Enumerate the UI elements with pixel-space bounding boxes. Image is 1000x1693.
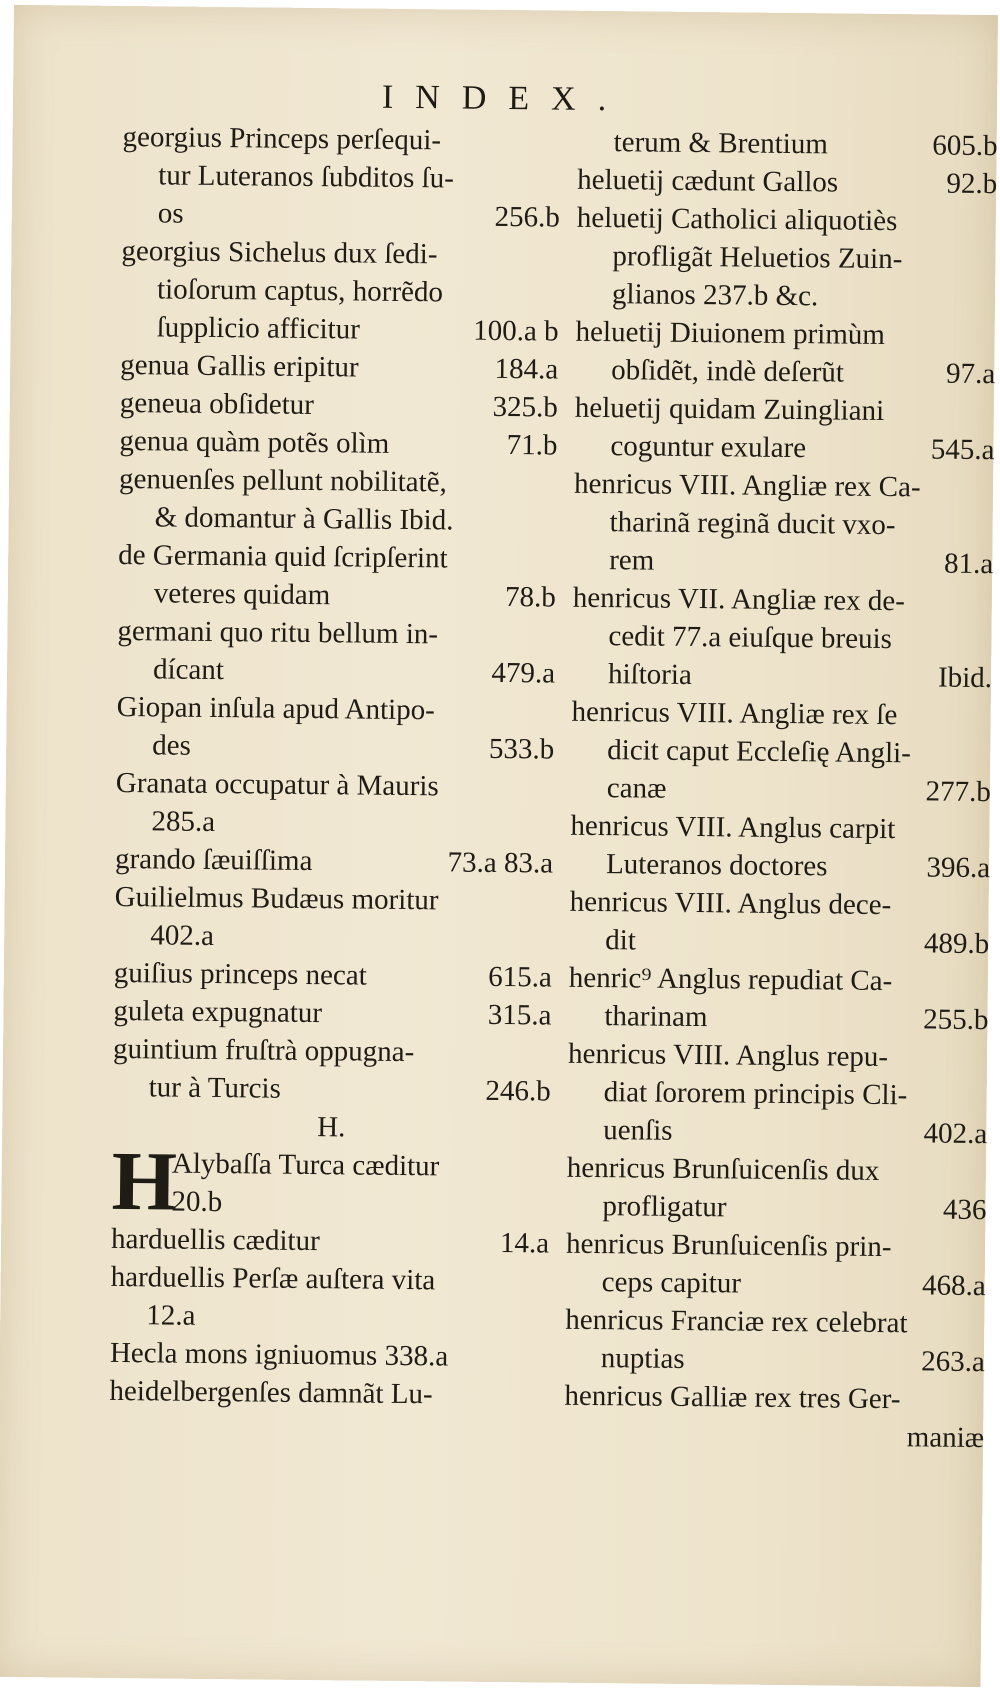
entry-text: 285.a [151, 805, 216, 838]
entry-line [113, 1030, 551, 1073]
entry-text: heidelbergenſes damnãt Lu- [109, 1374, 433, 1411]
entry-text: henricus VIII. Angliæ rex Ca- [573, 467, 921, 504]
entry-text: maniæ [906, 1421, 985, 1455]
entry-line [171, 1183, 549, 1225]
index-entry [570, 807, 991, 887]
entry-spacer [224, 679, 492, 682]
page-reference: 325.b [492, 390, 559, 424]
entry-text: uenſis [603, 1114, 673, 1147]
entry-text: dícant [152, 653, 225, 687]
right-column [564, 123, 998, 1457]
entry-text: tharinam [604, 1000, 708, 1034]
index-entry [576, 199, 997, 317]
entry-text: Granata occupatur à Mauris [115, 766, 439, 803]
entry-spacer [359, 376, 495, 377]
entry-text: heluetij quidam Zuingliani [574, 391, 885, 427]
entry-line [110, 1296, 548, 1339]
index-entry [113, 992, 551, 1035]
entry-text: henricus VIII. Anglus repu- [567, 1037, 889, 1074]
entry-spacer [330, 604, 505, 606]
entry-line [567, 1073, 987, 1115]
page-reference: 277.b [925, 775, 992, 809]
index-entry [122, 118, 561, 237]
index-entry [119, 422, 557, 465]
entry-line [566, 1225, 986, 1267]
entry-line [569, 921, 989, 963]
entry-spacer [692, 684, 938, 687]
entry-text: geneua obſidetur [119, 386, 315, 422]
entry-line [572, 617, 992, 659]
entry-line [116, 688, 554, 731]
entry-text: henricus VII. Angliæ rex de- [572, 581, 906, 618]
entry-text: profligãt Heluetios Zuin- [612, 240, 903, 276]
entry-line [570, 845, 990, 887]
entry-text: diat ſororem principis Cli- [603, 1076, 908, 1112]
entry-line [121, 270, 559, 313]
entry-text: georgius Sichelus dux ſedi- [121, 234, 438, 271]
entry-line [564, 1415, 984, 1457]
entry-line [116, 764, 554, 807]
index-entry [115, 840, 553, 883]
entry-text: henricus VIII. Anglus carpit [570, 809, 896, 846]
index-entry [566, 1149, 987, 1229]
entry-line [119, 460, 557, 503]
entry-text: heluetij Diuionem primùm [575, 315, 886, 351]
index-entry [118, 536, 557, 617]
entry-line [118, 498, 556, 541]
entry-line [571, 731, 991, 773]
index-entry [565, 1301, 986, 1381]
entry-line [567, 1149, 987, 1191]
entry-text: heluetij Catholici aliquotiès [576, 201, 898, 238]
entry-line [110, 1334, 548, 1377]
entry-spacer [838, 191, 946, 192]
entry-spacer [806, 457, 931, 458]
entry-line [111, 1258, 549, 1301]
entry-spacer [685, 1368, 922, 1370]
entry-text: profligatur [602, 1190, 727, 1224]
entry-text: germani quo ritu bellum in- [117, 614, 439, 651]
page-reference: 100.a b [473, 314, 559, 348]
entry-text: heluetij cædunt Gallos [577, 163, 839, 199]
entry-spacer [320, 1250, 500, 1252]
index-entry [120, 346, 558, 389]
entry-text: Giopan inſula apud Antipo- [116, 690, 435, 727]
entry-line [121, 232, 559, 275]
entry-spacer [844, 382, 946, 383]
entry-text: glianos 237.b &c. [611, 278, 819, 313]
index-entry [574, 389, 995, 469]
entry-line [568, 997, 988, 1039]
entry-text: de Germania quid ſcripſerint [118, 538, 448, 575]
entry-line [117, 612, 555, 655]
entry-spacer [312, 870, 447, 871]
entry-line [172, 1145, 550, 1187]
page-reference: 605.b [932, 129, 998, 163]
entry-text: tharinã reginã ducit vxo- [609, 506, 896, 542]
page-reference: 615.a [488, 960, 553, 994]
entry-line [576, 275, 996, 317]
entry-line [120, 308, 558, 351]
entry-line [573, 541, 993, 583]
entry-line [566, 1187, 986, 1229]
entry-line [109, 1372, 547, 1415]
index-entry [110, 1258, 549, 1339]
entry-line [570, 807, 990, 849]
entry-text: henricus VIII. Anglus dece- [569, 885, 892, 922]
entry-spacer [654, 570, 944, 573]
entry-spacer [828, 153, 932, 154]
entry-text: guleta expugnatur [113, 994, 323, 1030]
entry-spacer [281, 1098, 486, 1100]
entry-line [576, 237, 996, 279]
index-entry [114, 878, 553, 959]
index-entry [568, 959, 989, 1039]
drop-capital: H [111, 1134, 178, 1229]
index-entry [565, 1225, 986, 1305]
entry-text: hiſtoria [607, 658, 692, 691]
page-reference: 20.b [171, 1185, 223, 1219]
entry-text: genua Gallis eripitur [120, 348, 359, 384]
entry-text: georgius Princeps perſequi- [122, 120, 442, 157]
entry-line [568, 1035, 988, 1077]
entry-text: genuenſes pellunt nobilitatẽ, [118, 462, 447, 499]
page-reference: 489.b [923, 927, 990, 961]
entry-text: henricus VIII. Angliæ rex ſe [571, 695, 898, 732]
page-reference: 14.a [499, 1227, 550, 1260]
entry-line [571, 693, 991, 735]
index-entry [572, 579, 993, 697]
entry-line [114, 954, 552, 997]
page-reference: 436 [942, 1193, 987, 1227]
entry-text: grando ſæuiſſima [114, 842, 313, 878]
entry-line [113, 992, 551, 1035]
page-reference: 256.b [494, 200, 560, 234]
page-reference: 545.a [930, 433, 995, 467]
entry-line [572, 655, 992, 697]
entry-line [120, 384, 558, 427]
page-reference: 184.a [494, 352, 559, 386]
entry-line [122, 118, 560, 161]
index-entry [113, 1030, 552, 1111]
entry-spacer [672, 1140, 923, 1143]
entry-text: Alybaſſa Turca cæditur [171, 1147, 440, 1183]
entry-line [115, 802, 553, 845]
entry-spacer [322, 1022, 488, 1024]
entry-text: henricus Franciæ rex celebrat [565, 1303, 908, 1340]
entry-line [118, 574, 556, 617]
page-reference: 92.b [946, 167, 998, 201]
entry-line [565, 1339, 985, 1381]
entry-line [113, 1068, 551, 1111]
page-reference: 533.b [488, 732, 555, 766]
entry-text: guintium fruſtrà oppugna- [112, 1032, 415, 1069]
book-page [0, 5, 998, 1687]
index-entry [109, 1372, 547, 1415]
entry-text: ceps capitur [601, 1266, 742, 1300]
entry-text: Hecla mons igniuomus 338.a [109, 1336, 449, 1373]
entry-text: harduellis Perſæ auſtera vita [110, 1260, 436, 1297]
entry-line [118, 536, 556, 579]
page-reference: 255.b [923, 1003, 989, 1037]
entry-spacer [191, 755, 489, 758]
entry-text: nuptias [600, 1342, 685, 1375]
page-reference: 78.b [504, 581, 557, 614]
entry-text: guiſius princeps necat [113, 956, 367, 992]
entry-line [575, 351, 995, 393]
entry-text: tur Luteranos ſubditos ſu- [158, 159, 454, 195]
entry-text: ſupplicio afficitur [156, 311, 361, 346]
index-entry [111, 1220, 549, 1263]
page-reference: 263.a [921, 1345, 986, 1379]
entry-spacer [360, 338, 473, 339]
entry-text: & domantur à Gallis Ibid. [154, 501, 454, 537]
index-entry [110, 1334, 548, 1377]
entry-line [567, 1111, 987, 1153]
page-reference: 73.a 83.a [447, 846, 554, 880]
entry-text: obſidẽt, indè deſerũt [611, 354, 845, 389]
entry-text: tioſorum captus, horrẽdo [156, 273, 444, 309]
entry-text: 402.a [150, 919, 215, 952]
index-entry [577, 161, 997, 203]
index-entry [573, 465, 994, 583]
entry-text: henricus Brunſuicenſis prin- [565, 1227, 892, 1264]
dropcap-entry [111, 1134, 550, 1229]
entry-text: henricus Brunſuicenſis dux [566, 1151, 880, 1187]
entry-spacer [367, 985, 488, 986]
page-reference: 402.a [923, 1117, 988, 1151]
entry-text: Guilielmus Budæus moritur [114, 880, 439, 917]
index-entry [115, 764, 554, 845]
index-entry [120, 232, 559, 351]
entry-line [575, 389, 995, 431]
page-reference: 315.a [487, 998, 552, 1032]
entry-line [565, 1301, 985, 1343]
index-entry [116, 688, 555, 769]
entry-line [115, 840, 553, 883]
page-reference: 81.a [943, 547, 994, 581]
entry-spacer [666, 798, 925, 801]
page-reference: Ibid. [937, 661, 993, 695]
index-entry [569, 883, 990, 963]
page-reference: 71.b [506, 429, 558, 462]
entry-line [574, 427, 994, 469]
entry-spacer [184, 223, 495, 226]
entry-text: des [152, 729, 192, 762]
index-entry [575, 313, 996, 393]
entry-text: 12.a [146, 1299, 196, 1332]
entry-spacer [389, 453, 506, 454]
index-entry [577, 123, 997, 165]
entry-spacer [707, 1026, 923, 1028]
entry-spacer [314, 414, 493, 416]
entry-text: tur à Turcis [148, 1071, 281, 1105]
index-entry [118, 460, 557, 541]
entry-line [569, 959, 989, 1001]
entry-text: canæ [606, 772, 667, 805]
entry-line [114, 878, 552, 921]
index-entry [567, 1035, 988, 1153]
entry-spacer [741, 1293, 922, 1295]
page-reference: 246.b [485, 1074, 551, 1108]
entry-line [573, 579, 993, 621]
page-reference: 97.a [945, 357, 996, 391]
entry-spacer [636, 949, 924, 952]
entry-line [571, 769, 991, 811]
entry-text: veteres quidam [153, 577, 331, 612]
entry-text: genua quàm potẽs olìm [119, 424, 390, 460]
page-reference: 479.a [491, 656, 556, 690]
entry-spacer [726, 1216, 942, 1218]
index-entry [120, 384, 558, 427]
entry-text: coguntur exulare [610, 430, 807, 465]
entry-text: cedit 77.a eiuſque breuis [608, 620, 893, 656]
entry-line [569, 883, 989, 925]
entry-line [574, 465, 994, 507]
page-reference: 396.a [926, 851, 991, 885]
index-entry [117, 612, 556, 693]
entry-line [122, 194, 560, 237]
index-entry [564, 1377, 985, 1457]
entry-line [577, 199, 997, 241]
entry-text: os [157, 197, 184, 230]
entry-text: dicit caput Eccleſię Angli- [607, 734, 911, 770]
index-entry [114, 954, 552, 997]
entry-line [114, 916, 552, 959]
entry-line [119, 422, 557, 465]
entry-text: henric⁹ Anglus repudiat Ca- [568, 961, 893, 998]
index-entry [571, 693, 992, 811]
section-letter: H. [317, 1111, 346, 1144]
entry-line [116, 726, 554, 769]
entry-line [117, 650, 555, 693]
running-header: INDEX. [381, 78, 629, 119]
entry-line [565, 1263, 985, 1305]
entry-text: dit [605, 924, 637, 957]
entry-text: Luteranos doctores [605, 848, 828, 883]
entry-text: rem [609, 544, 655, 577]
entry-line [573, 503, 993, 545]
entry-spacer [827, 875, 926, 876]
entry-text: henricus Galliæ rex tres Ger- [564, 1379, 901, 1416]
entry-line [575, 313, 995, 355]
entry-line [111, 1220, 549, 1263]
entry-line [577, 161, 997, 203]
entry-line [120, 346, 558, 389]
entry-text: terum & Brentium [613, 126, 829, 161]
left-column [109, 118, 561, 1415]
entry-line [122, 156, 560, 199]
entry-line [564, 1377, 984, 1419]
page-reference: 468.a [921, 1269, 986, 1303]
entry-line [577, 123, 997, 165]
entry-text: harduellis cæditur [110, 1222, 320, 1258]
